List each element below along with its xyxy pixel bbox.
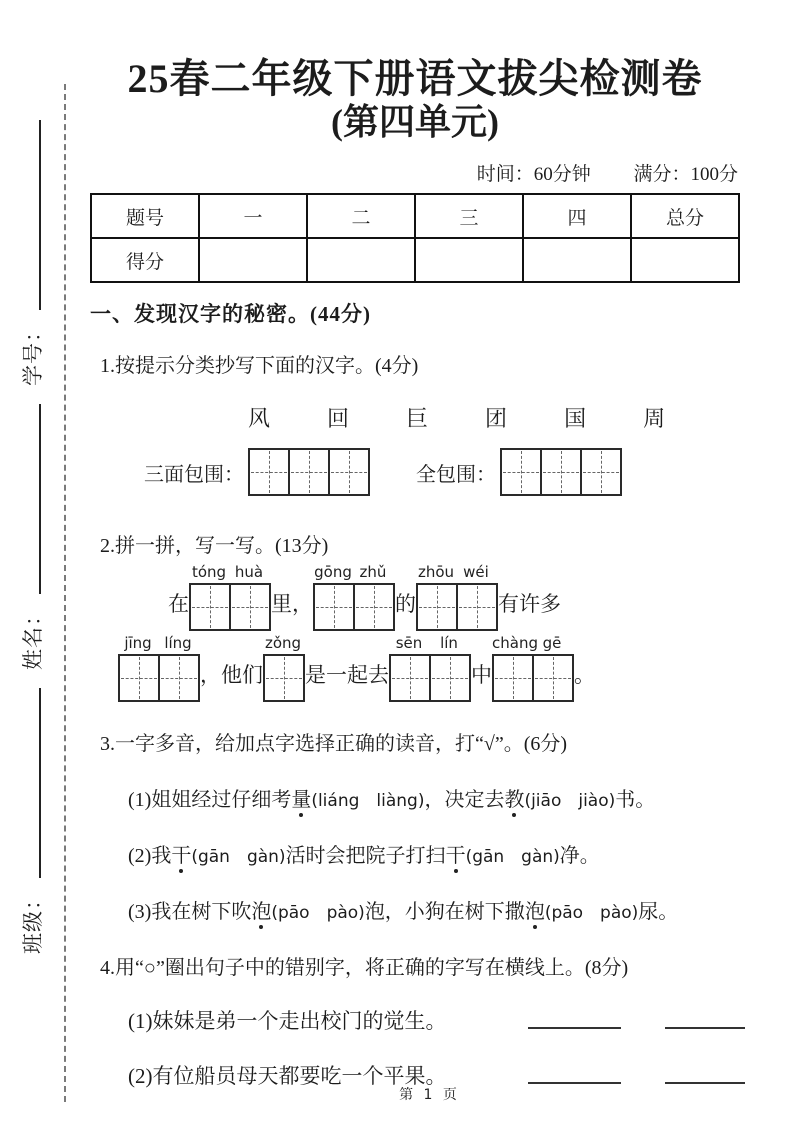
score-table-score-row: [91, 238, 739, 282]
answer-blanks: [528, 1060, 745, 1084]
pinyin-label: tóng: [191, 563, 227, 582]
pinyin-label: wéi: [463, 563, 489, 582]
answer-blanks: [528, 1005, 745, 1029]
tianzige-box[interactable]: [429, 654, 471, 702]
student-field-label: 姓名：: [21, 604, 45, 670]
question-1-text: 1.按提示分类抄写下面的汉字。(4分): [100, 355, 419, 378]
pinyin-options: (gān gàn): [465, 847, 560, 868]
item-text: (1)妹妹是弟一个走出校门的觉生。: [128, 1009, 447, 1034]
tianzige-box[interactable]: [389, 654, 431, 702]
score-table-header-cell: 四: [523, 194, 631, 238]
sentence-text: ，他们: [200, 663, 263, 688]
tianzige-box[interactable]: [229, 583, 271, 631]
item-text: (2)有位船员母天都要吃一个平果。: [128, 1064, 447, 1089]
sentence-text: 中: [471, 663, 492, 688]
tianzige-box[interactable]: [353, 583, 395, 631]
pinyin-row: [263, 634, 305, 654]
pinyin-box-group: [492, 634, 574, 702]
copy-group-label: 三面包围：: [144, 463, 244, 486]
writing-grid: [389, 654, 471, 702]
exam-meta: [90, 159, 740, 186]
pinyin-write-line: [168, 563, 740, 631]
correction-item: [128, 1005, 740, 1035]
writing-grid: [500, 448, 622, 496]
question-2-answer-area: [90, 563, 740, 702]
answer-blank[interactable]: [528, 1060, 621, 1084]
source-character: 团: [485, 406, 508, 432]
pinyin-box-group: [189, 563, 271, 631]
tianzige-box[interactable]: [580, 448, 622, 496]
question-3-text: 3.一字多音，给加点字选择正确的读音，打“√”。(6分): [100, 733, 568, 756]
student-field-blank-line[interactable]: [24, 120, 41, 310]
pinyin-label: zǒng: [264, 634, 302, 653]
time-limit-label: 时间：60分钟: [476, 164, 591, 186]
pinyin-label: zhǔ: [359, 563, 387, 582]
writing-grid: [118, 654, 200, 702]
tianzige-box[interactable]: [158, 654, 200, 702]
sentence-text: 在: [168, 592, 189, 617]
tianzige-box[interactable]: [313, 583, 355, 631]
pinyin-label: gē: [542, 634, 562, 653]
question-4-text: 4.用“○”圈出句子中的错别字，将正确的字写在横线上。(8分): [100, 957, 629, 980]
score-table: [90, 193, 740, 283]
student-field-label: 班级：: [21, 888, 45, 954]
source-character: 风: [248, 406, 271, 432]
tianzige-box[interactable]: [456, 583, 498, 631]
source-character: 巨: [406, 406, 429, 432]
student-field-blank-line[interactable]: [24, 688, 41, 878]
dotted-character: 泡: [251, 895, 271, 924]
item-text: 书。: [615, 789, 656, 812]
writing-grid: [492, 654, 574, 702]
question-4-items: [90, 1005, 740, 1090]
tianzige-box[interactable]: [500, 448, 542, 496]
sentence-text: 有许多: [498, 592, 561, 617]
pinyin-box-group: [118, 634, 200, 702]
tianzige-box[interactable]: [492, 654, 534, 702]
section-1-heading: 一、发现汉字的秘密。(44分): [90, 302, 371, 327]
pinyin-label: lín: [440, 634, 458, 653]
page-number: 第 1 页: [399, 1087, 460, 1103]
tianzige-box[interactable]: [532, 654, 574, 702]
item-text: (2)我: [128, 845, 172, 868]
sentence-text: 是一起去: [305, 663, 389, 688]
pinyin-label: gōng: [314, 563, 352, 582]
item-text: ，决定去: [424, 789, 505, 812]
pinyin-label: chàng: [492, 634, 538, 653]
dotted-character: 量: [291, 783, 311, 812]
sentence-text: 里，: [271, 592, 313, 617]
sentence-text: 。: [574, 663, 595, 688]
answer-blank[interactable]: [665, 1005, 745, 1029]
dotted-character: 干: [171, 839, 191, 868]
dotted-character: 干: [446, 839, 466, 868]
score-table-header-cell: 二: [307, 194, 415, 238]
pinyin-row: [492, 634, 574, 654]
score-table-header-cell: 总分: [631, 194, 739, 238]
answer-blank[interactable]: [528, 1005, 621, 1029]
tianzige-box[interactable]: [248, 448, 290, 496]
item-text: 净。: [559, 845, 600, 868]
dotted-character: 泡: [525, 895, 545, 924]
tianzige-box[interactable]: [189, 583, 231, 631]
pinyin-row: [416, 563, 498, 583]
score-table-header-cell: 一: [199, 194, 307, 238]
question-1-answer-groups: [144, 448, 740, 496]
pinyin-options: (gān gàn): [191, 847, 286, 868]
question-3-items: [90, 783, 740, 924]
score-input-cell[interactable]: [199, 238, 307, 282]
student-field-blank-line[interactable]: [24, 404, 41, 594]
source-character: 回: [327, 406, 350, 432]
pinyin-row: [313, 563, 395, 583]
pinyin-row: [118, 634, 200, 654]
question-1-source-characters: [248, 402, 740, 433]
score-input-cell[interactable]: [631, 238, 739, 282]
pinyin-box-group: [389, 634, 471, 702]
score-table-header-row: [91, 194, 739, 238]
writing-grid: [263, 654, 305, 702]
item-text: 泡，小狗在树下撒: [364, 901, 525, 924]
pinyin-options: (liáng liàng): [311, 791, 425, 812]
copy-group: [144, 448, 370, 496]
source-character: 周: [643, 406, 666, 432]
writing-grid: [248, 448, 370, 496]
score-input-cell[interactable]: [523, 238, 631, 282]
pinyin-options: (jiāo jiào): [524, 791, 616, 812]
multi-reading-item: [128, 895, 740, 924]
score-table-header-cell: 题号: [91, 194, 199, 238]
full-score-label: 满分：100分: [633, 164, 738, 186]
item-text: 尿。: [638, 901, 679, 924]
tianzige-box[interactable]: [263, 654, 305, 702]
tianzige-box[interactable]: [540, 448, 582, 496]
pinyin-box-group: [313, 563, 395, 631]
pinyin-box-group: [416, 563, 498, 631]
score-input-cell[interactable]: [415, 238, 523, 282]
score-table-header-cell: 三: [415, 194, 523, 238]
copy-group-label: 全包围：: [416, 463, 496, 486]
tianzige-box[interactable]: [328, 448, 370, 496]
tianzige-box[interactable]: [288, 448, 330, 496]
pinyin-label: huà: [234, 563, 264, 582]
pinyin-label: jīng: [124, 634, 152, 653]
dotted-character: 教: [504, 783, 524, 812]
answer-blank[interactable]: [665, 1060, 745, 1084]
pinyin-row: [389, 634, 471, 654]
pinyin-options: (pāo pào): [271, 903, 365, 924]
score-row-label: 得分: [91, 238, 199, 282]
pinyin-label: sēn: [395, 634, 423, 653]
item-text: (1)姐姐经过仔细考: [128, 789, 292, 812]
writing-grid: [416, 583, 498, 631]
item-text: (3)我在树下吹: [128, 901, 252, 924]
source-character: 国: [564, 406, 587, 432]
multi-reading-item: [128, 783, 740, 812]
exam-subtitle: (第四单元): [331, 102, 499, 142]
score-input-cell[interactable]: [307, 238, 415, 282]
tianzige-box[interactable]: [118, 654, 160, 702]
writing-grid: [313, 583, 395, 631]
pinyin-box-group: [263, 634, 305, 702]
sentence-text: 的: [395, 592, 416, 617]
student-field-label: 学号：: [21, 320, 45, 386]
pinyin-label: zhōu: [417, 563, 455, 582]
pinyin-write-line: [118, 634, 740, 702]
item-text: 活时会把院子打扫: [285, 845, 446, 868]
student-info-fields: [0, 0, 64, 1122]
copy-group: [416, 448, 622, 496]
question-2-text: 2.拼一拼，写一写。(13分): [100, 535, 329, 558]
student-info-sidebar: [0, 0, 66, 1122]
writing-grid: [189, 583, 271, 631]
tianzige-box[interactable]: [416, 583, 458, 631]
multi-reading-item: [128, 839, 740, 868]
exam-content: [66, 0, 740, 1122]
pinyin-row: [189, 563, 271, 583]
pinyin-options: (pāo pào): [544, 903, 639, 924]
pinyin-label: líng: [164, 634, 192, 653]
exam-title: 25春二年级下册语文拔尖检测卷: [127, 56, 703, 101]
